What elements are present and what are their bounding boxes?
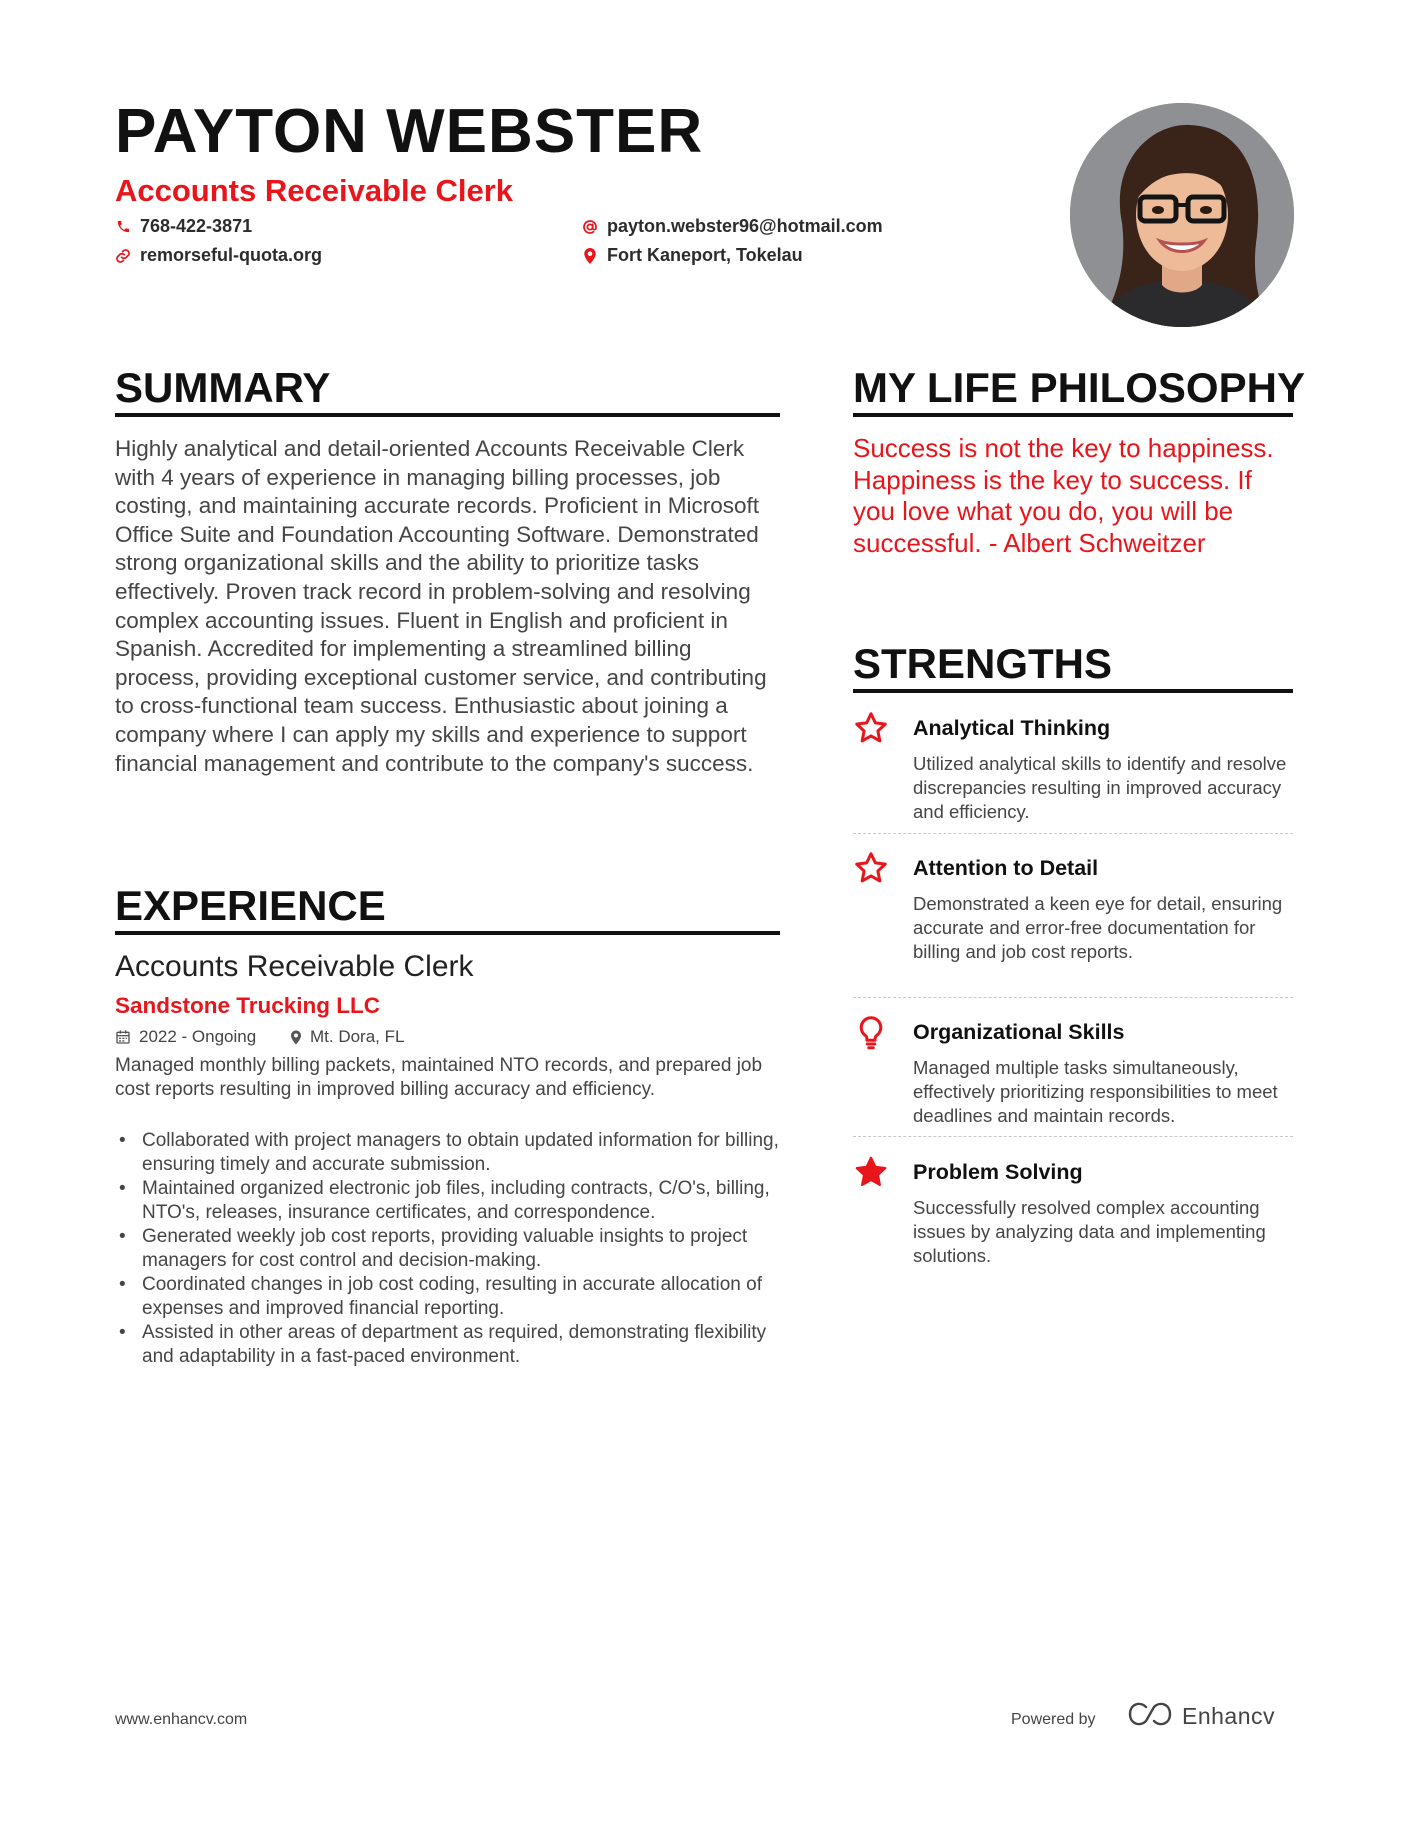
website-text: remorseful-quota.org [140, 245, 323, 265]
candidate-name: PAYTON WEBSTER [115, 97, 704, 166]
strength-desc: Successfully resolved complex accounting issues by analyzing data and implementing solutions. [913, 1197, 1266, 1266]
strength-separator [853, 997, 1293, 998]
map-pin-icon [582, 248, 598, 264]
summary-divider [115, 413, 780, 417]
location-text: Fort Kaneport, Tokelau [607, 245, 803, 265]
list-item: • Generated weekly job cost reports, providing valuable insights to project managers for cost control and decision-making. [115, 1225, 780, 1273]
strength-separator [853, 833, 1293, 834]
contact-location [582, 245, 803, 266]
strength-desc: Demonstrated a keen eye for detail, ensuring accurate and error-free documentation for billing and job cost reports. [913, 893, 1283, 962]
list-item: • Maintained organized electronic job files, including contracts, C/O's, billing, NTO's, releases, insurance certificates, and correspondence. [115, 1177, 780, 1225]
candidate-title: Accounts Receivable Clerk [115, 173, 514, 208]
star-outline-icon [853, 710, 889, 746]
strengths-heading: STRENGTHS [853, 640, 1113, 687]
map-pin-icon [290, 1030, 302, 1045]
job-location [290, 1027, 404, 1047]
strength-separator [853, 1136, 1293, 1137]
lightbulb-icon [853, 1014, 889, 1050]
philosophy-quote: Success is not the key to happiness. Happiness is the key to success. If you love what you do, you will be successful. - Albert Schweitzer [853, 433, 1274, 558]
contact-phone [115, 216, 252, 237]
contact-email[interactable] [582, 216, 883, 237]
link-icon [115, 248, 131, 264]
strength-title: Problem Solving [913, 1160, 1083, 1184]
experience-divider [115, 931, 780, 935]
job-dates-text: 2022 - Ongoing [139, 1027, 257, 1046]
email-text: payton.webster96@hotmail.com [607, 216, 883, 236]
job-location-text: Mt. Dora, FL [310, 1027, 405, 1046]
calendar-icon [115, 1029, 131, 1045]
strengths-divider [853, 689, 1293, 693]
footer-powered-by: Powered by [1011, 1711, 1096, 1728]
job-title: Accounts Receivable Clerk [115, 950, 474, 983]
job-description: Managed monthly billing packets, maintained NTO records, and prepared job cost reports resulting in improved billing accuracy and efficiency. [115, 1055, 763, 1100]
at-icon [582, 219, 598, 235]
contact-website[interactable] [115, 245, 322, 266]
company-name: Sandstone Trucking LLC [115, 993, 381, 1018]
summary-heading: SUMMARY [115, 364, 331, 411]
star-filled-icon [853, 1154, 889, 1190]
strength-title: Analytical Thinking [913, 716, 1111, 740]
star-outline-icon [853, 850, 889, 886]
footer-website[interactable]: www.enhancv.com [115, 1711, 248, 1728]
job-bullets [115, 1129, 780, 1369]
profile-photo [1070, 103, 1294, 327]
strength-desc: Utilized analytical skills to identify and resolve discrepancies resulting in improved accuracy and efficiency. [913, 753, 1287, 822]
strength-title: Organizational Skills [913, 1020, 1125, 1044]
enhancv-logo-icon [1128, 1701, 1172, 1732]
philosophy-divider [853, 413, 1293, 417]
strength-title: Attention to Detail [913, 856, 1099, 880]
phone-text: 768-422-3871 [140, 216, 253, 236]
list-item: • Coordinated changes in job cost coding, resulting in accurate allocation of expenses and improved financial reporting. [115, 1273, 780, 1321]
phone-icon [115, 219, 131, 235]
experience-heading: EXPERIENCE [115, 882, 386, 929]
job-dates [115, 1027, 256, 1047]
footer-brand: Enhancv [1182, 1703, 1276, 1729]
enhancv-logo[interactable] [1128, 1701, 1275, 1732]
strength-desc: Managed multiple tasks simultaneously, effectively prioritizing responsibilities to meet deadlines and maintain records. [913, 1057, 1278, 1126]
list-item: • Collaborated with project managers to obtain updated information for billing, ensuring timely and accurate submission. [115, 1129, 780, 1177]
list-item: • Assisted in other areas of department as required, demonstrating flexibility and adaptability in a fast-paced environment. [115, 1321, 780, 1369]
summary-text: Highly analytical and detail-oriented Accounts Receivable Clerk with 4 years of experience in managing billing processes, job costing, and maintaining accurate records. Proficient in Microsoft Office Suite and Foundation Accounting Software. Demonstrated strong organizational skills and the ability to prioritize tasks effectively. Proven track record in problem-solving and resolving complex accounting issues. Fluent in English and proficient in Spanish. Accredited for implementing a streamlined billing process, providing exceptional customer service, and contributing to cross-functional team success. Enthusiastic about joining a company where I can apply my skills and experience to support financial management and contribute to the company's success. [115, 436, 767, 776]
philosophy-heading: MY LIFE PHILOSOPHY [853, 364, 1305, 411]
